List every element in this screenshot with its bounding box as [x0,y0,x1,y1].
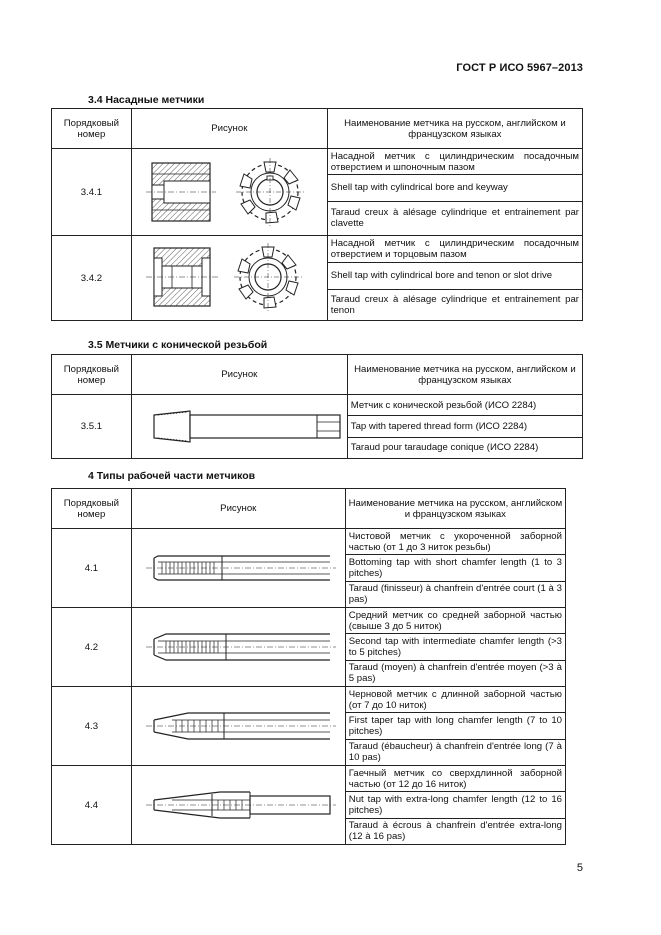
section-title-3-4: 3.4 Насадные метчики [88,94,205,106]
tapered-tap-drawing [132,395,347,458]
first-taper-tap-drawing [132,687,345,765]
name-ru: Метчик с конической резьбой (ИСО 2284) [347,395,582,416]
section-title-3-5: 3.5 Метчики с конической резьбой [88,339,268,351]
name-fr: Taraud (moyen) à chanfrein d'entrée moyen (>3 à 5 pas) [345,660,565,686]
name-fr: Taraud pour taraudage conique (ИСО 2284) [347,437,582,458]
page-number: 5 [576,862,583,874]
name-fr: Taraud (ébaucheur) à chanfrein d'entrée long (7 à 10 pas) [345,739,565,765]
name-en: Shell tap with cylindrical bore and tenon or slot drive [327,262,582,289]
row-number: 4.1 [52,529,132,608]
column-header-name: Наименование метчика на русском, английском и французском языках [327,109,582,149]
table-shell-taps [51,108,583,321]
table-row [52,766,566,792]
figure-tapered-tap [131,395,347,459]
table-tapered-thread-taps [51,354,583,459]
row-number: 3.4.1 [52,149,132,236]
column-header-number: Порядковый номер [52,109,132,149]
table-row [52,395,583,416]
name-en: Nut tap with extra-long chamfer length (12 to 16 pitches) [345,792,565,818]
name-fr: Taraud creux à alésage cylindrique et entrainement par clavette [327,201,582,235]
shell-tap-tenon-drawing [132,236,327,320]
name-en: First taper tap with long chamfer length (7 to 10 pitches) [345,713,565,739]
name-en: Tap with tapered thread form (ИСО 2284) [347,416,582,437]
column-header-number: Порядковый номер [52,355,132,395]
row-number: 4.4 [52,766,132,845]
second-tap-drawing [132,608,345,686]
table-row [52,608,566,634]
shell-tap-keyway-drawing [132,149,327,235]
name-ru: Средний метчик со средней заборной частью (свыше 3 до 5 ниток) [345,608,565,634]
name-en: Bottoming tap with short chamfer length (1 to 3 pitches) [345,555,565,581]
figure-second-tap [131,608,345,687]
table-row [52,529,566,555]
name-fr: Taraud creux à alésage cylindrique et entrainement par tenon [327,289,582,320]
figure-bottoming-tap [131,529,345,608]
figure-shell-tap-tenon [131,236,327,321]
name-fr: Taraud (finisseur) à chanfrein d'entrée court (1 à 3 pas) [345,581,565,607]
name-ru: Насадной метчик с цилиндрическим посадочным отверстием и шпоночным пазом [327,149,582,175]
bottoming-tap-drawing [132,529,345,607]
name-en: Shell tap with cylindrical bore and keyway [327,175,582,201]
row-number: 3.4.2 [52,236,132,321]
row-number: 4.2 [52,608,132,687]
column-header-figure: Рисунок [131,355,347,395]
row-number: 3.5.1 [52,395,132,459]
table-row [52,236,583,263]
nut-tap-drawing [132,766,345,844]
name-ru: Насадной метчик с цилиндрическим посадочным отверстием и торцовым пазом [327,236,582,263]
figure-first-taper-tap [131,687,345,766]
figure-nut-tap [131,766,345,845]
table-working-part-types [51,488,566,845]
table-row [52,687,566,713]
column-header-figure: Рисунок [131,109,327,149]
column-header-name: Наименование метчика на русском, английском и французском языках [347,355,582,395]
name-ru: Гаечный метчик со сверхдлинной заборной частью (от 12 до 16 ниток) [345,766,565,792]
section-title-4: 4 Типы рабочей части метчиков [88,470,256,482]
column-header-name: Наименование метчика на русском, английском и французском языках [345,489,565,529]
table-row [52,149,583,175]
name-en: Second tap with intermediate chamfer length (>3 to 5 pitches) [345,634,565,660]
figure-shell-tap-keyway [131,149,327,236]
row-number: 4.3 [52,687,132,766]
column-header-figure: Рисунок [131,489,345,529]
column-header-number: Порядковый номер [52,489,132,529]
document-header: ГОСТ Р ИСО 5967–2013 [456,62,583,74]
name-fr: Taraud à écrous à chanfrein d'entrée extra-long (12 à 16 pas) [345,818,565,844]
name-ru: Чистовой метчик с укороченной заборной частью (от 1 до 3 ниток резьбы) [345,529,565,555]
name-ru: Черновой метчик с длинной заборной частью (от 7 до 10 ниток) [345,687,565,713]
